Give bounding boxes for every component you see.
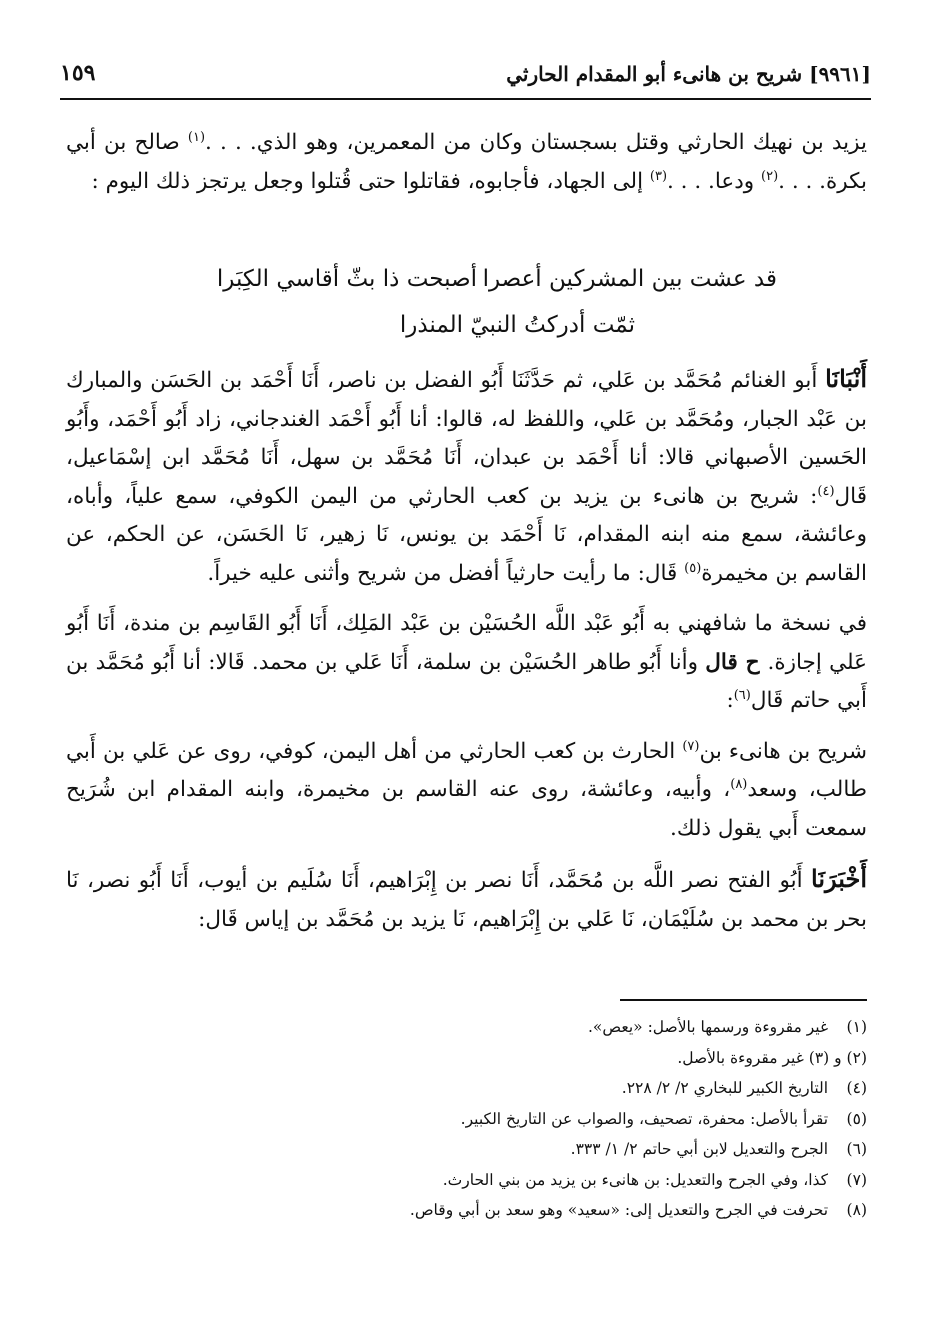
intro-text-b: صالح بن أبي بكرة. . . . xyxy=(66,130,867,194)
footnotes xyxy=(66,1012,867,1226)
paragraph-2-text-a: في نسخة ما شافهني به أَبُو عَبْد اللَّه الحُسَيْن بن عَبْد المَلِك، أَنَا أَبُو القَاسِم بن مندة، أَنَا أَبُو عَلي إجازة. xyxy=(66,611,867,675)
main-text-continued xyxy=(66,360,867,939)
verse-line-1 xyxy=(66,266,867,306)
paragraph-4 xyxy=(66,860,867,939)
paragraph-3-text-c: ، وأبيه، وعائشة، روى عنه القاسم بن مخيمرة، وابنه المقدام ابن شُرَيح سمعت أَبي يقول ذلك. xyxy=(66,777,867,841)
footnote-ref-5: (٥) xyxy=(684,560,702,576)
footnote xyxy=(66,1012,867,1043)
paragraph-4-lead: أَخْبَرَنَا xyxy=(811,864,867,893)
verse-hemistich-left: أصبحت ذا بثّ أقاسي الكِبَرا xyxy=(216,266,477,292)
footnote-ref-3: (٣) xyxy=(649,168,668,184)
footnote-ref-6: (٦) xyxy=(733,687,751,703)
footnote-number: (١) xyxy=(846,1018,867,1036)
footnote-number: (٨) xyxy=(846,1201,867,1219)
footnote-text: غير مقروءة ورسمها بالأصل: «يعص». xyxy=(587,1018,829,1036)
footnote-ref-8: (٨) xyxy=(730,776,748,792)
footnote-number: (٧) xyxy=(846,1170,867,1189)
footnote-number: (٤) xyxy=(846,1079,867,1097)
footnote-text: التاريخ الكبير للبخاري ٢/ ٢/ ٢٢٨. xyxy=(621,1079,829,1097)
footnote-number: (٦) xyxy=(846,1140,867,1158)
verse-hemistich-right: قد عشت بين المشركين أعصرا xyxy=(482,266,777,292)
intro-paragraph xyxy=(66,124,867,201)
footnote xyxy=(66,1134,867,1165)
footnote-ref-2: (٢) xyxy=(761,168,779,184)
footnote-text: تقرأ بالأصل: محفرة، تصحيف، والصواب عن التاريخ الكبير. xyxy=(460,1109,829,1128)
intro-text-a: يزيد بن نهيك الحارثي وقتل بسجستان وكان من المعمرين، وهو الذي. . . . xyxy=(205,130,867,155)
footnote xyxy=(66,1043,867,1074)
page-number: ١٥٩ xyxy=(60,60,96,86)
paragraph-2-text-b: وأنا أَبُو طاهر الحُسَيْن بن سلمة، أَنَا عَلي بن محمد. قَالا: أنا أَبُو مُحَمَّد بن أَبي حاتم قَال xyxy=(66,649,867,713)
footnote-ref-7: (٧) xyxy=(682,738,700,754)
running-title: [٩٩٦١] شريح بن هانىء أبو المقدام الحارثي xyxy=(506,62,871,86)
footnote-ref-4: (٤) xyxy=(817,483,835,499)
paragraph-1-lead: أَنْبَانَا xyxy=(825,364,867,393)
main-text xyxy=(66,124,867,201)
footnote xyxy=(66,1104,867,1135)
footnote-text: الجرح والتعديل لابن أبي حاتم ٢/ ١/ ٣٣٣. xyxy=(570,1140,829,1158)
footnote xyxy=(66,1165,867,1196)
verse-line-2 xyxy=(66,312,867,352)
footnote-divider xyxy=(620,999,867,1001)
footnote-text: غير مقروءة بالأصل. xyxy=(677,1048,804,1067)
page-header xyxy=(60,58,871,100)
verse-hemistich-second: ثمّت أدركتُ النبيّ المنذرا xyxy=(399,312,635,338)
paragraph-1-text-a: أَبو الغنائم مُحَمَّد بن عَلي، ثم حَدَّثَنَا أَبُو الفضل بن ناصر، أَنَا أَحْمَد بن الحَسَن والمبارك بن عَبْد الجبار، ومُحَمَّد بن عَلي، واللفظ له، قالوا: أنا أَبُو أَحْمَد الغندجاني، زاد أَبُو أَحْمَد، وأَبُو الحَسين الأصبهاني قالا: أنا أَحْمَد بن عبدان، أَنَا مُحَمَّد بن سهل، أَنَا مُحَمَّد ابن إسْمَاعيل، قَال xyxy=(66,368,867,509)
paragraph-1-text-b: : شريح بن هانىء بن يزيد بن كعب الحارثي من اليمن الكوفي، سمع علياً، وأباه، وعائشة، سمع منه ابنه المقدام، نَا أَحْمَد بن يونس، نَا زهير، نَا الحَسَن، عن الحكم، عن القاسم بن مخيمرة xyxy=(66,483,867,586)
paragraph-1-text-c: قَال: ما رأيت حارثياً أفضل من شريح وأثنى عليه خيراً. xyxy=(207,560,685,586)
footnote-number: (٥) xyxy=(846,1109,867,1128)
paragraph-2 xyxy=(66,605,867,721)
paragraph-4-text: أَبُو الفتح نصر اللَّه بن مُحَمَّد، أَنَا نصر بن إِبْرَاهيم، أَنَا سُلَيم بن أيوب، أَنَا أَبُو نصر، نَا بحر بن محمد بن سُلَيْمَان، نَا عَلي بن إِبْرَاهيم، نَا يزيد بن مُحَمَّد بن إياس قَال: xyxy=(66,868,867,932)
footnote-number: (٢) و (٣) xyxy=(808,1048,867,1067)
footnote-text: تحرفت في الجرح والتعديل إلى: «سعيد» وهو سعد بن أبي وقاص. xyxy=(409,1201,829,1219)
intro-text-d: إلى الجهاد، فأجابوه، فقاتلوا حتى قُتلوا وجعل يرتجز ذلك اليوم : xyxy=(91,168,650,194)
footnote-text: كذا، وفي الجرح والتعديل: بن هانىء بن يزيد من بني الحارث. xyxy=(442,1170,829,1189)
footnote xyxy=(66,1195,867,1226)
paragraph-3-text-a: شريح بن هانىء بن xyxy=(699,738,867,764)
footnote-ref-1: (١) xyxy=(187,129,206,145)
footnote xyxy=(66,1073,867,1104)
paragraph-2-text-c: : xyxy=(726,688,734,713)
intro-text-c: ودعا. . . . xyxy=(667,168,762,194)
paragraph-2-haa: ح قال xyxy=(705,649,768,675)
paragraph-3 xyxy=(66,733,867,849)
paragraph-3-text-b: الحارث بن كعب الحارثي من أهل اليمن، كوفي، روى عن عَلي بن أَبي طالب، وسعد xyxy=(66,738,867,802)
paragraph-1 xyxy=(66,360,867,593)
